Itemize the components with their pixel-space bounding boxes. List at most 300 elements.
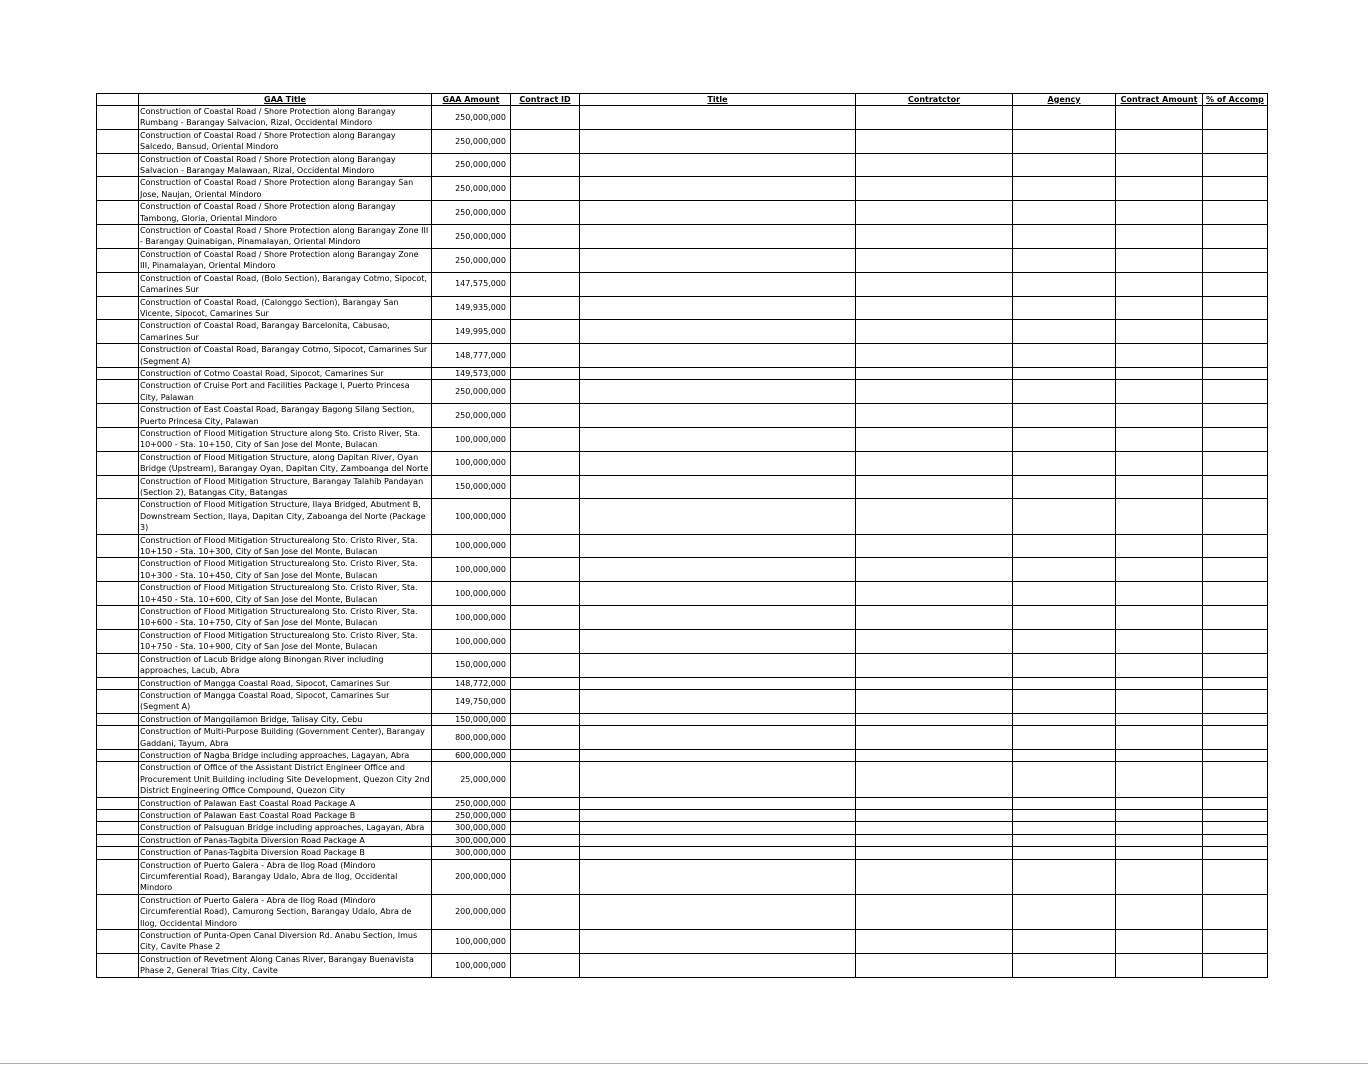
cell-title [580,930,856,954]
table-row [97,201,1268,225]
cell-gaa-amount: 250,000,000 [432,225,511,249]
cell-contract-amount [1116,797,1203,809]
cell-title [580,713,856,725]
cell-contract-amount [1116,582,1203,606]
cell-contract-id [511,451,580,475]
table-row [97,534,1268,558]
table-row [97,558,1268,582]
cell-contract-amount [1116,451,1203,475]
cell-agency [1013,404,1116,428]
cell-contract-id [511,859,580,894]
cell-contractor [856,106,1013,130]
cell-contract-amount [1116,534,1203,558]
cell-gaa-amount: 250,000,000 [432,177,511,201]
cell-contractor [856,129,1013,153]
cell-agency [1013,344,1116,368]
cell-gaa-amount: 149,750,000 [432,689,511,713]
cell-contract-id [511,296,580,320]
cell-gaa-amount: 100,000,000 [432,451,511,475]
table-row [97,629,1268,653]
cell-gaa-amount: 147,575,000 [432,272,511,296]
cell-contractor [856,582,1013,606]
cell-title [580,380,856,404]
cell-contract-id [511,129,580,153]
cell-percent-accomp [1203,713,1268,725]
cell-contract-amount [1116,713,1203,725]
cell-percent-accomp [1203,106,1268,130]
cell-title [580,499,856,534]
cell-gaa-title: Construction of Mangga Coastal Road, Sipocot, Camarines Sur (Segment A) [139,689,432,713]
cell-title [580,749,856,761]
cell-contract-id [511,797,580,809]
cell-gaa-amount: 250,000,000 [432,129,511,153]
cell-percent-accomp [1203,822,1268,834]
header-gaa-amount: GAA Amount [432,94,511,106]
cell-gaa-amount: 300,000,000 [432,847,511,859]
table-row [97,320,1268,344]
cell-percent-accomp [1203,762,1268,797]
cell-title [580,847,856,859]
cell-contract-amount [1116,558,1203,582]
cell-agency [1013,726,1116,750]
cell-index [97,749,139,761]
cell-contract-amount [1116,272,1203,296]
cell-contract-id [511,834,580,846]
cell-gaa-title: Construction of Mangga Coastal Road, Sipocot, Camarines Sur [139,677,432,689]
cell-index [97,534,139,558]
cell-percent-accomp [1203,726,1268,750]
cell-agency [1013,689,1116,713]
projects-table [96,93,1268,978]
cell-contractor [856,451,1013,475]
cell-gaa-amount: 200,000,000 [432,859,511,894]
cell-title [580,797,856,809]
cell-gaa-title: Construction of Flood Mitigation Structure along Sto. Cristo River, Sta. 10+000 - Sta. 10+150, City of San Jose del Monte, Bulacan [139,427,432,451]
cell-contractor [856,713,1013,725]
cell-agency [1013,558,1116,582]
header-contract-id: Contract ID [511,94,580,106]
cell-title [580,451,856,475]
cell-contractor [856,367,1013,379]
cell-title [580,859,856,894]
table-row [97,451,1268,475]
cell-title [580,822,856,834]
cell-index [97,153,139,177]
cell-agency [1013,475,1116,499]
table-row [97,834,1268,846]
cell-index [97,953,139,977]
cell-contractor [856,320,1013,344]
cell-contract-id [511,606,580,630]
cell-title [580,762,856,797]
cell-gaa-title: Construction of Flood Mitigation Structurealong Sto. Cristo River, Sta. 10+600 - Sta. 10+750, City of San Jose del Monte, Bulacan [139,606,432,630]
cell-agency [1013,248,1116,272]
cell-contract-amount [1116,606,1203,630]
cell-agency [1013,653,1116,677]
cell-agency [1013,153,1116,177]
cell-contract-amount [1116,201,1203,225]
cell-gaa-title: Construction of Panas-Tagbita Diversion Road Package A [139,834,432,846]
cell-gaa-title: Construction of Flood Mitigation Structurealong Sto. Cristo River, Sta. 10+300 - Sta. 10+450, City of San Jose del Monte, Bulacan [139,558,432,582]
cell-gaa-amount: 250,000,000 [432,153,511,177]
cell-index [97,834,139,846]
cell-contract-amount [1116,930,1203,954]
cell-title [580,475,856,499]
cell-gaa-title: Construction of Puerto Galera - Abra de Ilog Road (Mindoro Circumferential Road), Barangay Udalo, Abra de Ilog, Occidental Mindoro [139,859,432,894]
cell-index [97,762,139,797]
cell-contract-amount [1116,129,1203,153]
cell-gaa-amount: 149,935,000 [432,296,511,320]
header-contract-amount: Contract Amount [1116,94,1203,106]
cell-index [97,451,139,475]
cell-agency [1013,762,1116,797]
cell-gaa-title: Construction of Mangqilamon Bridge, Talisay City, Cebu [139,713,432,725]
cell-contract-amount [1116,344,1203,368]
cell-contract-amount [1116,320,1203,344]
cell-contractor [856,344,1013,368]
cell-percent-accomp [1203,367,1268,379]
cell-contractor [856,797,1013,809]
cell-gaa-title: Construction of Panas-Tagbita Diversion Road Package B [139,847,432,859]
cell-title [580,153,856,177]
cell-agency [1013,629,1116,653]
cell-index [97,822,139,834]
cell-agency [1013,106,1116,130]
cell-contract-id [511,177,580,201]
cell-agency [1013,582,1116,606]
header-contractor: Contratctor [856,94,1013,106]
cell-gaa-amount: 300,000,000 [432,834,511,846]
cell-contractor [856,606,1013,630]
cell-index [97,380,139,404]
cell-contract-id [511,499,580,534]
cell-contract-id [511,822,580,834]
cell-percent-accomp [1203,427,1268,451]
cell-gaa-title: Construction of Flood Mitigation Structure, along Dapitan River, Oyan Bridge (Upstream), Barangay Oyan, Dapitan City, Zamboanga del Norte [139,451,432,475]
cell-contractor [856,404,1013,428]
cell-gaa-title: Construction of Coastal Road, Barangay Cotmo, Sipocot, Camarines Sur (Segment A) [139,344,432,368]
cell-percent-accomp [1203,248,1268,272]
cell-gaa-amount: 148,772,000 [432,677,511,689]
table-row [97,129,1268,153]
table-row [97,713,1268,725]
table-row [97,344,1268,368]
cell-contractor [856,809,1013,821]
cell-percent-accomp [1203,201,1268,225]
cell-percent-accomp [1203,558,1268,582]
cell-agency [1013,177,1116,201]
header-title: Title [580,94,856,106]
cell-index [97,367,139,379]
cell-title [580,809,856,821]
cell-index [97,404,139,428]
cell-contract-id [511,320,580,344]
cell-contract-amount [1116,380,1203,404]
cell-contract-id [511,582,580,606]
cell-contract-amount [1116,499,1203,534]
cell-gaa-title: Construction of Flood Mitigation Structure, Barangay Talahib Pandayan (Section 2), Batangas City, Batangas [139,475,432,499]
cell-contract-id [511,427,580,451]
cell-gaa-amount: 149,573,000 [432,367,511,379]
cell-title [580,689,856,713]
cell-contract-amount [1116,296,1203,320]
cell-gaa-amount: 100,000,000 [432,953,511,977]
cell-contract-amount [1116,847,1203,859]
cell-contract-amount [1116,404,1203,428]
table-row [97,248,1268,272]
cell-percent-accomp [1203,859,1268,894]
cell-contract-id [511,713,580,725]
cell-title [580,606,856,630]
cell-title [580,558,856,582]
cell-index [97,177,139,201]
cell-index [97,475,139,499]
cell-contractor [856,726,1013,750]
cell-gaa-title: Construction of Flood Mitigation Structurealong Sto. Cristo River, Sta. 10+450 - Sta. 10+600, City of San Jose del Monte, Bulacan [139,582,432,606]
table-row [97,380,1268,404]
cell-gaa-title: Construction of Revetment Along Canas River, Barangay Buenavista Phase 2, General Trias City, Cavite [139,953,432,977]
cell-percent-accomp [1203,809,1268,821]
cell-agency [1013,713,1116,725]
cell-contractor [856,629,1013,653]
cell-contract-amount [1116,953,1203,977]
cell-title [580,225,856,249]
header-agency: Agency [1013,94,1116,106]
cell-gaa-amount: 100,000,000 [432,930,511,954]
table-row [97,225,1268,249]
cell-index [97,930,139,954]
table-row [97,296,1268,320]
cell-gaa-amount: 100,000,000 [432,558,511,582]
cell-agency [1013,225,1116,249]
cell-percent-accomp [1203,689,1268,713]
cell-gaa-title: Construction of Cotmo Coastal Road, Sipocot, Camarines Sur [139,367,432,379]
cell-gaa-title: Construction of Puerto Galera - Abra de Ilog Road (Mindoro Circumferential Road), Camurong Section, Barangay Udalo, Abra de Ilog, Occidental Mindoro [139,894,432,929]
cell-contract-id [511,558,580,582]
cell-contract-id [511,953,580,977]
table-row [97,427,1268,451]
cell-percent-accomp [1203,953,1268,977]
cell-agency [1013,859,1116,894]
cell-agency [1013,606,1116,630]
table-row [97,606,1268,630]
cell-gaa-amount: 100,000,000 [432,499,511,534]
cell-contract-amount [1116,834,1203,846]
cell-gaa-amount: 250,000,000 [432,797,511,809]
table-row [97,762,1268,797]
cell-title [580,894,856,929]
cell-gaa-amount: 300,000,000 [432,822,511,834]
cell-percent-accomp [1203,930,1268,954]
cell-index [97,344,139,368]
cell-percent-accomp [1203,296,1268,320]
cell-contract-id [511,367,580,379]
page-divider [0,1063,1368,1064]
cell-contract-id [511,677,580,689]
cell-gaa-amount: 600,000,000 [432,749,511,761]
cell-contract-id [511,272,580,296]
cell-index [97,106,139,130]
cell-agency [1013,499,1116,534]
cell-contract-id [511,380,580,404]
cell-gaa-amount: 100,000,000 [432,629,511,653]
table-row [97,475,1268,499]
cell-contract-id [511,404,580,428]
cell-contract-amount [1116,427,1203,451]
cell-contract-amount [1116,689,1203,713]
cell-title [580,427,856,451]
cell-gaa-amount: 250,000,000 [432,404,511,428]
cell-title [580,177,856,201]
cell-gaa-amount: 148,777,000 [432,344,511,368]
cell-title [580,834,856,846]
cell-contract-id [511,726,580,750]
cell-percent-accomp [1203,582,1268,606]
cell-agency [1013,451,1116,475]
cell-percent-accomp [1203,677,1268,689]
cell-index [97,689,139,713]
cell-gaa-amount: 250,000,000 [432,201,511,225]
cell-agency [1013,809,1116,821]
cell-index [97,248,139,272]
cell-gaa-amount: 800,000,000 [432,726,511,750]
cell-gaa-amount: 25,000,000 [432,762,511,797]
table-row [97,953,1268,977]
cell-gaa-amount: 250,000,000 [432,380,511,404]
cell-title [580,953,856,977]
cell-contractor [856,225,1013,249]
cell-title [580,629,856,653]
cell-contract-id [511,809,580,821]
cell-title [580,201,856,225]
cell-contract-amount [1116,475,1203,499]
cell-gaa-title: Construction of Coastal Road, Barangay Barcelonita, Cabusao, Camarines Sur [139,320,432,344]
cell-contractor [856,475,1013,499]
cell-gaa-amount: 250,000,000 [432,106,511,130]
cell-gaa-title: Construction of Nagba Bridge including approaches, Lagayan, Abra [139,749,432,761]
cell-contractor [856,894,1013,929]
cell-contractor [856,177,1013,201]
cell-index [97,272,139,296]
header-gaa-title: GAA Title [139,94,432,106]
cell-contract-id [511,248,580,272]
cell-gaa-amount: 150,000,000 [432,713,511,725]
cell-percent-accomp [1203,629,1268,653]
table-row [97,809,1268,821]
cell-agency [1013,320,1116,344]
cell-contractor [856,930,1013,954]
cell-title [580,677,856,689]
cell-index [97,653,139,677]
cell-contract-amount [1116,726,1203,750]
cell-contractor [856,272,1013,296]
table-row [97,367,1268,379]
cell-agency [1013,749,1116,761]
cell-agency [1013,534,1116,558]
cell-percent-accomp [1203,404,1268,428]
cell-contractor [856,534,1013,558]
cell-index [97,225,139,249]
cell-percent-accomp [1203,606,1268,630]
cell-index [97,677,139,689]
cell-title [580,582,856,606]
cell-agency [1013,834,1116,846]
cell-contractor [856,822,1013,834]
cell-index [97,427,139,451]
table-row [97,677,1268,689]
cell-index [97,894,139,929]
cell-contractor [856,953,1013,977]
cell-contract-amount [1116,225,1203,249]
table-row [97,272,1268,296]
cell-gaa-title: Construction of Flood Mitigation Structurealong Sto. Cristo River, Sta. 10+150 - Sta. 10+300, City of San Jose del Monte, Bulacan [139,534,432,558]
cell-gaa-amount: 149,995,000 [432,320,511,344]
cell-title [580,106,856,130]
cell-contract-id [511,749,580,761]
table-row [97,726,1268,750]
table-row [97,689,1268,713]
cell-percent-accomp [1203,847,1268,859]
cell-contract-amount [1116,248,1203,272]
cell-agency [1013,201,1116,225]
cell-agency [1013,822,1116,834]
header-index [97,94,139,106]
cell-index [97,713,139,725]
cell-contractor [856,153,1013,177]
cell-gaa-title: Construction of Palawan East Coastal Road Package A [139,797,432,809]
cell-contractor [856,677,1013,689]
cell-agency [1013,953,1116,977]
cell-percent-accomp [1203,499,1268,534]
cell-contract-amount [1116,749,1203,761]
table-row [97,106,1268,130]
cell-contractor [856,834,1013,846]
cell-contractor [856,762,1013,797]
cell-contractor [856,558,1013,582]
cell-title [580,248,856,272]
cell-contract-amount [1116,629,1203,653]
cell-contract-id [511,534,580,558]
cell-percent-accomp [1203,225,1268,249]
cell-title [580,129,856,153]
cell-percent-accomp [1203,797,1268,809]
cell-index [97,129,139,153]
cell-contract-amount [1116,653,1203,677]
cell-percent-accomp [1203,153,1268,177]
cell-contract-amount [1116,153,1203,177]
cell-contractor [856,296,1013,320]
cell-contractor [856,427,1013,451]
cell-contract-id [511,894,580,929]
cell-gaa-title: Construction of Coastal Road / Shore Protection along Barangay Zone III - Barangay Quinabigan, Pinamalayan, Oriental Mindoro [139,225,432,249]
cell-agency [1013,380,1116,404]
cell-contract-amount [1116,762,1203,797]
table-row [97,797,1268,809]
cell-contract-amount [1116,367,1203,379]
cell-gaa-title: Construction of Cruise Port and Facilities Package I, Puerto Princesa City, Palawan [139,380,432,404]
cell-contract-amount [1116,894,1203,929]
cell-index [97,847,139,859]
table-row [97,404,1268,428]
cell-agency [1013,930,1116,954]
cell-gaa-amount: 100,000,000 [432,582,511,606]
cell-contractor [856,201,1013,225]
table-row [97,894,1268,929]
cell-index [97,629,139,653]
cell-contractor [856,653,1013,677]
cell-contract-amount [1116,809,1203,821]
cell-percent-accomp [1203,380,1268,404]
